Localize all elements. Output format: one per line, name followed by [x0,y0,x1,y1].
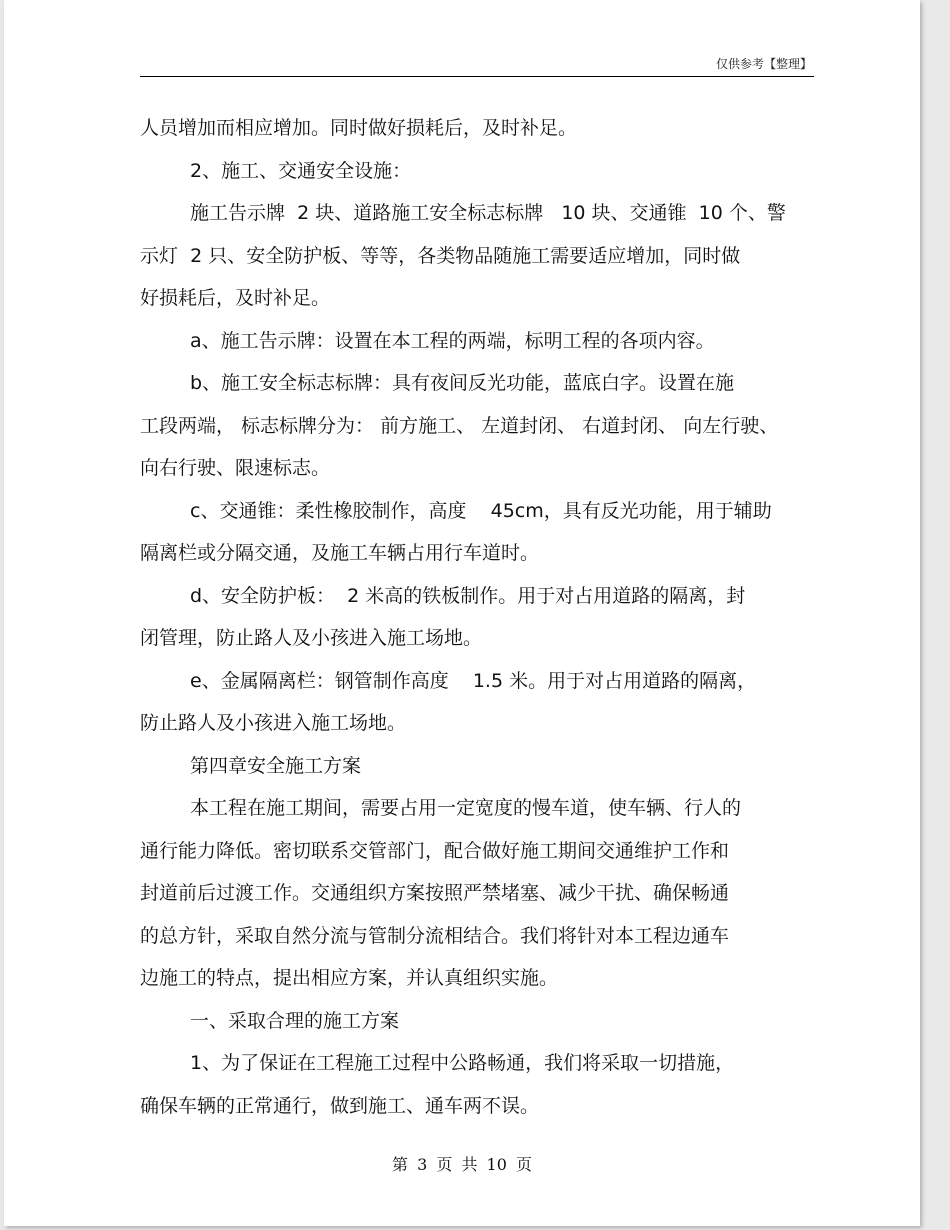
body-text [140,107,820,1127]
header-rule [140,76,814,77]
header-note: 仅供参考【整理】 [715,57,812,71]
text-line: 一、采取合理的施工方案 [190,1009,400,1032]
text-line: a、施工告示牌：设置在本工程的两端，标明工程的各项内容。 [190,329,715,352]
text-line: 1、为了保证在工程施工过程中公路畅通，我们将采取一切措施， [190,1052,735,1074]
text-line: c、交通锥：柔性橡胶制作，高度 45cm，具有反光功能，用于辅助 [190,499,772,522]
text-line: 边施工的特点，提出相应方案，并认真组织实施。 [140,967,559,989]
page-number: 第 3 页 共 10 页 [392,1155,532,1174]
text-line: 工段两端， 标志标牌分为： 前方施工、 左道封闭、 右道封闭、 向左行驶、 [140,414,779,437]
text-line: 第四章安全施工方案 [190,754,362,777]
text-line: 通行能力降低。密切联系交管部门，配合做好施工期间交通维护工作和 [140,839,730,862]
text-line: 向右行驶、限速标志。 [140,457,331,479]
text-line: 确保车辆的正常通行，做到施工、通车两不误。 [140,1094,540,1117]
text-line: 示灯 2 只、安全防护板、等等，各类物品随施工需要适应增加，同时做 [140,244,741,267]
text-line: 本工程在施工期间，需要占用一定宽度的慢车道，使车辆、行人的 [190,797,742,819]
text-line: 封道前后过渡工作。交通组织方案按照严禁堵塞、减少干扰、确保畅通 [140,882,730,904]
text-line: 防止路人及小孩进入施工场地。 [140,712,407,734]
text-line: 好损耗后，及时补足。 [140,287,331,309]
text-line: 人员增加而相应增加。同时做好损耗后，及时补足。 [140,117,578,139]
text-line: 2、施工、交通安全设施： [190,159,412,182]
document-page [4,0,920,1226]
text-line: 隔离栏或分隔交通，及施工车辆占用行车道时。 [140,542,540,564]
text-line: d、安全防护板： 2 米高的铁板制作。用于对占用道路的隔离，封 [190,584,746,607]
text-line: b、施工安全标志标牌：具有夜间反光功能，蓝底白字。设置在施 [190,372,735,394]
text-line: 施工告示牌 2 块、道路施工安全标志标牌 10 块、交通锥 10 个、警 [190,202,786,224]
text-line: e、金属隔离栏：钢管制作高度 1.5 米。用于对占用道路的隔离， [190,669,757,692]
text-line: 闭管理，防止路人及小孩进入施工场地。 [140,627,483,649]
text-line: 的总方针，采取自然分流与管制分流相结合。我们将针对本工程边通车 [140,924,730,947]
